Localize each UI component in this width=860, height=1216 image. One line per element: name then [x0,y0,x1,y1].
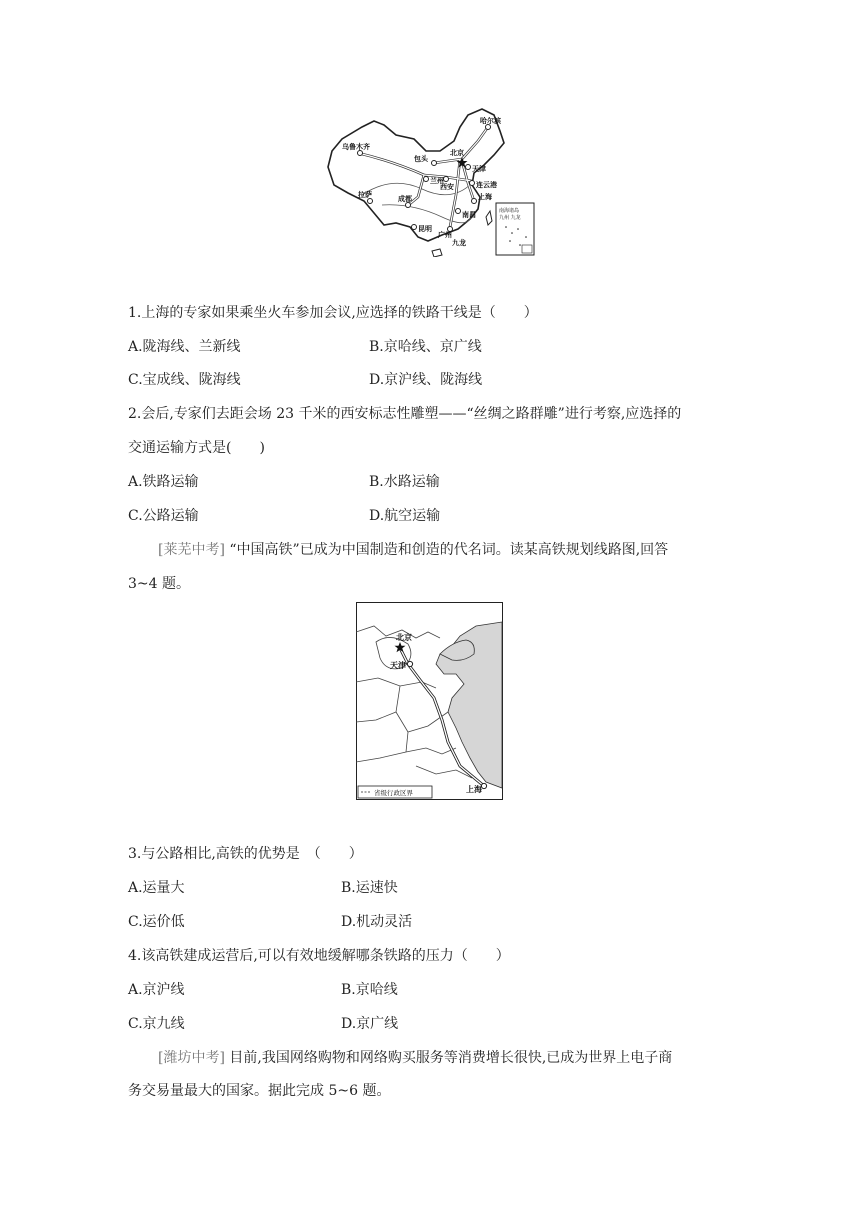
intro-3-4-text: “中国高铁”已成为中国制造和创造的代名词。读某高铁规划线路图,回答 [229,542,669,558]
label-tianjin: 天津 [390,661,406,670]
intro-5-6-text: 目前,我国网络购物和网络购买服务等消费增长很快,已成为世界上电子商 [229,1050,673,1066]
intro-5-6-line1 [158,1047,672,1069]
question-2-option-b[interactable]: B.水路运输 [369,474,440,490]
question-3-option-a[interactable]: A.运量大 [128,880,185,896]
legend-label: 省级行政区界 [374,789,413,797]
city-nanchang-marker [456,209,461,214]
city-harbin-marker [486,125,491,130]
city-tianjin-marker [407,661,412,666]
intro-3-4-source: [莱芜中考] [158,542,225,558]
label-lhasa: 拉萨 [358,191,372,199]
china-railway-map [322,105,537,257]
label-beijing: 北京 [396,633,412,642]
taiwan-island [486,211,492,225]
city-tianjin-marker [466,165,471,170]
inset-note: 九州 九龙 [499,215,521,221]
question-4-option-a[interactable]: A.京沪线 [128,982,185,998]
city-lianyungang-marker [470,181,475,186]
question-2-option-c[interactable]: C.公路运输 [128,508,199,524]
question-1-option-d[interactable]: D.京沪线、陇海线 [369,372,483,388]
question-4-stem: 4.该高铁建成运营后,可以有效地缓解哪条铁路的压力（ ） [128,948,510,964]
question-2-option-a[interactable]: A.铁路运输 [128,474,199,490]
label-lianyungang: 连云港 [476,181,497,189]
city-lhasa-marker [368,199,373,204]
question-3-option-c[interactable]: C.运价低 [128,914,185,930]
label-jiulong: 九龙 [452,239,466,247]
question-2-stem-line2: 交通运输方式是( ) [128,440,265,456]
label-nanchang: 南昌 [462,211,476,219]
intro-3-4-line2: 3~4 题。 [128,576,190,592]
label-beijing: 北京 [450,149,464,157]
question-3-option-d[interactable]: D.机动灵活 [341,914,413,930]
question-2-option-d[interactable]: D.航空运输 [369,508,441,524]
china-outline [328,109,504,241]
label-harbin: 哈尔滨 [480,117,501,125]
city-shanghai-marker [481,783,486,788]
label-shanghai: 上海 [478,193,492,201]
label-urumqi: 乌鲁木齐 [342,143,370,151]
inset-title: 南海诸岛 [499,208,520,214]
intro-3-4-line1 [158,539,668,561]
city-lanzhou-marker [424,177,429,182]
city-shanghai-marker [472,199,477,204]
label-chengdu: 成都 [398,195,412,203]
label-kunming: 昆明 [418,225,432,233]
label-lanzhou: 兰州 [430,177,444,185]
question-1-option-b[interactable]: B.京哈线、京广线 [369,339,482,355]
intro-5-6-source: [潍坊中考] [158,1050,225,1066]
city-chengdu-marker [406,203,411,208]
question-3-option-b[interactable]: B.运速快 [341,880,398,896]
high-speed-rail-map [356,602,503,800]
question-1-option-a[interactable]: A.陇海线、兰新线 [128,339,241,355]
question-3-stem: 3.与公路相比,高铁的优势是 （ ） [128,846,363,862]
label-baotou: 包头 [414,155,428,163]
question-1-stem: 1.上海的专家如果乘坐火车参加会议,应选择的铁路干线是（ ） [128,305,538,321]
city-xian-marker [444,177,449,182]
question-4-option-b[interactable]: B.京哈线 [341,982,398,998]
question-2-stem-line1: 2.会后,专家们去距会场 23 千米的西安标志性雕塑——“丝绸之路群雕”进行考察,应选择的 [128,406,682,422]
question-1-option-c[interactable]: C.宝成线、陇海线 [128,372,241,388]
label-shanghai: 上海 [466,785,482,794]
label-guangzhou: 广州 [438,231,452,239]
intro-5-6-line2: 务交易量最大的国家。据此完成 5~6 题。 [128,1083,391,1099]
question-4-option-d[interactable]: D.京广线 [341,1016,399,1032]
label-xian: 西安 [440,183,454,191]
city-baotou-marker [432,161,437,166]
question-4-option-c[interactable]: C.京九线 [128,1016,185,1032]
label-tianjin: 天津 [472,165,486,173]
city-urumqi-marker [358,151,363,156]
city-kunming-marker [412,225,417,230]
hainan-island [432,249,442,257]
